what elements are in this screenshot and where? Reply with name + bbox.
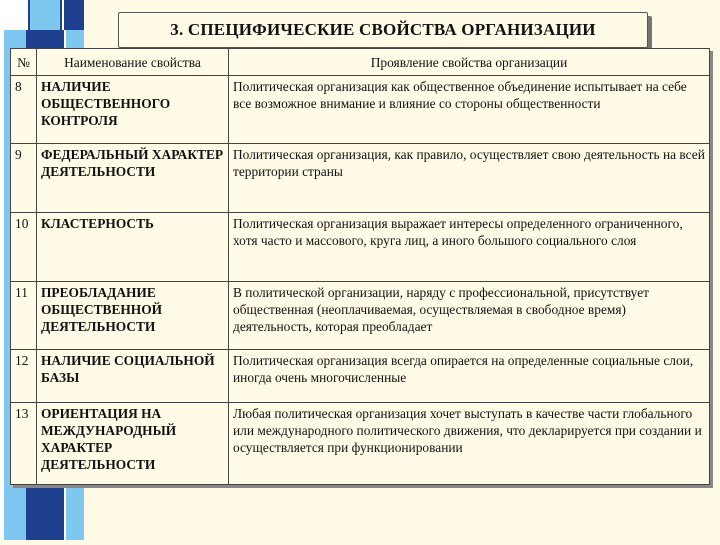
table-row <box>11 403 710 485</box>
property-description: Политическая организация как общественное объединение испытывает на себе все возможное внимание и влияние со стороны общественности <box>229 76 710 144</box>
property-name: ОРИЕНТАЦИЯ НА МЕЖДУНАРОДНЫЙ ХАРАКТЕР ДЕЯТЕЛЬНОСТИ <box>37 403 229 485</box>
row-number: 9 <box>11 144 37 213</box>
property-name: НАЛИЧИЕ СОЦИАЛЬНОЙ БАЗЫ <box>37 350 229 403</box>
table-row <box>11 213 710 282</box>
property-description: В политической организации, наряду с профессиональной, присутствует общественная (неоплачиваемая, осуществляемая в свободное время) деятельность, которая преобладает <box>229 282 710 350</box>
header-property-name: Наименование свойства <box>37 49 229 76</box>
table-row <box>11 282 710 350</box>
property-description: Политическая организация, как правило, осуществляет свою деятельность на всей территории страны <box>229 144 710 213</box>
slide-title <box>118 12 648 48</box>
property-name: ФЕДЕРАЛЬНЫЙ ХАРАКТЕР ДЕЯТЕЛЬНОСТИ <box>37 144 229 213</box>
table-row <box>11 350 710 403</box>
table-row <box>11 144 710 213</box>
row-number: 8 <box>11 76 37 144</box>
row-number: 12 <box>11 350 37 403</box>
properties-table <box>10 48 710 485</box>
table-header-row <box>11 49 710 76</box>
property-name: НАЛИЧИЕ ОБЩЕСТВЕННОГО КОНТРОЛЯ <box>37 76 229 144</box>
row-number: 13 <box>11 403 37 485</box>
property-name: ПРЕОБЛАДАНИЕ ОБЩЕСТВЕННОЙ ДЕЯТЕЛЬНОСТИ <box>37 282 229 350</box>
property-name: КЛАСТЕРНОСТЬ <box>37 213 229 282</box>
table-row <box>11 76 710 144</box>
property-description: Любая политическая организация хочет выступать в качестве части глобального или международного политического движения, что декларируется при создании и осуществляется при функционировании <box>229 403 710 485</box>
header-property-manifestation: Проявление свойства организации <box>229 49 710 76</box>
row-number: 11 <box>11 282 37 350</box>
header-number: № <box>11 49 37 76</box>
row-number: 10 <box>11 213 37 282</box>
property-description: Политическая организация выражает интересы определенного ограниченного, хотя часто и массового, круга лиц, а иного большого социального слоя <box>229 213 710 282</box>
slide-title-text: 3. СПЕЦИФИЧЕСКИЕ СВОЙСТВА ОРГАНИЗАЦИИ <box>170 20 596 39</box>
property-description: Политическая организация всегда опирается на определенные социальные слои, иногда очень многочисленные <box>229 350 710 403</box>
